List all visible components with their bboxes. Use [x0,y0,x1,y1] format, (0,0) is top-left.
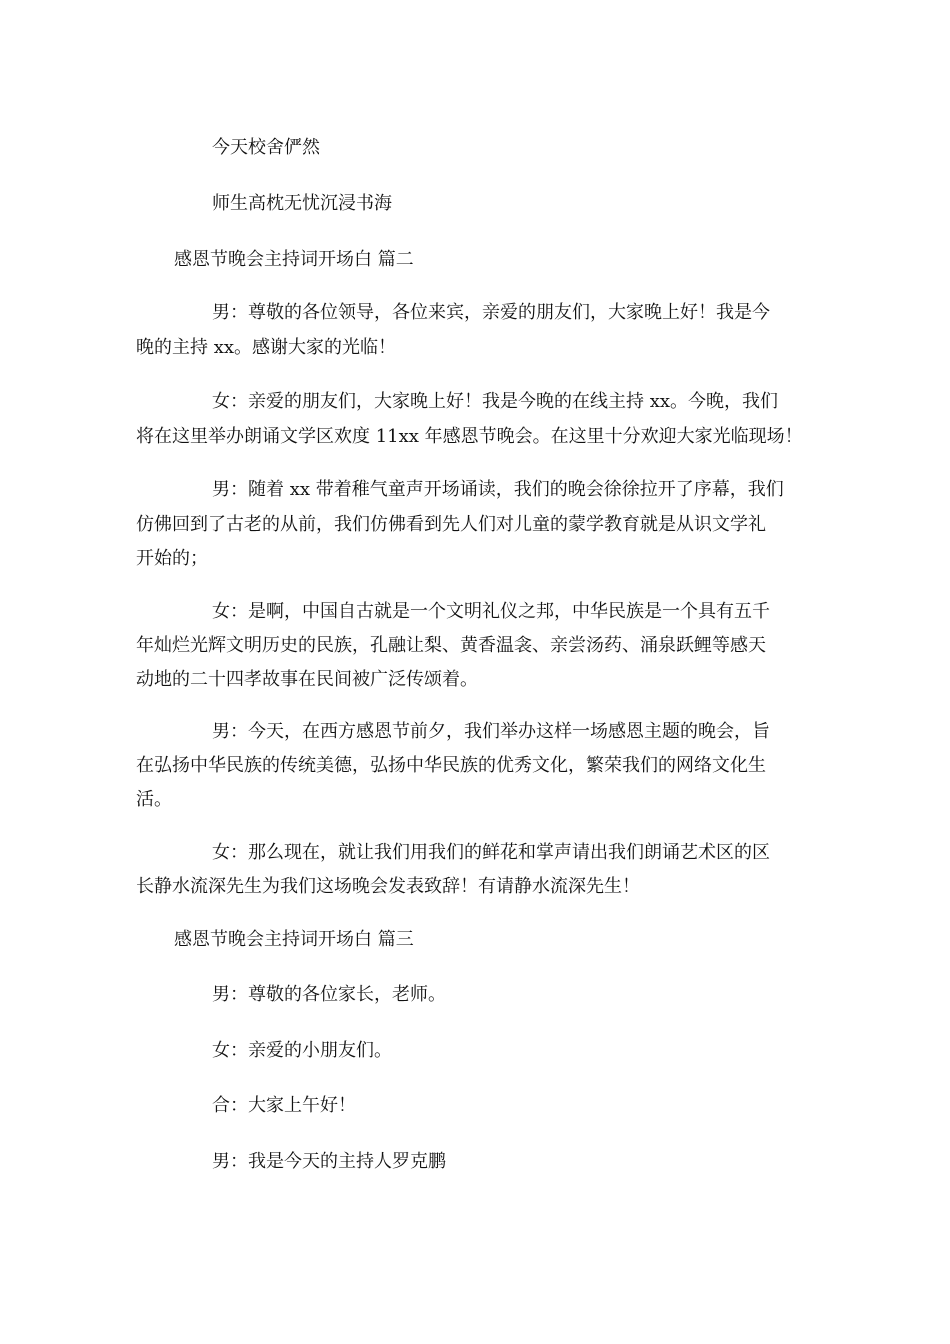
paragraph-line: 动地的二十四孝故事在民间被广泛传颂着。 [136,669,478,690]
poem-line: 师生高枕无忧沉浸书海 [212,193,392,214]
paragraph-line: 女：那么现在，就让我们用我们的鲜花和掌声请出我们朗诵艺术区的区 [212,842,770,863]
paragraph-line: 男：今天，在西方感恩节前夕，我们举办这样一场感恩主题的晚会，旨 [212,721,770,742]
paragraph-line: 女：是啊，中国自古就是一个文明礼仪之邦，中华民族是一个具有五千 [212,601,770,622]
paragraph-line: 年灿烂光辉文明历史的民族，孔融让梨、黄香温衾、亲尝汤药、涌泉跃鲤等感天 [136,635,766,656]
paragraph-line: 女：亲爱的小朋友们。 [212,1040,392,1061]
paragraph-line: 男：尊敬的各位领导，各位来宾，亲爱的朋友们，大家晚上好！我是今 [212,302,770,323]
paragraph-line: 长静水流深先生为我们这场晚会发表致辞！有请静水流深先生！ [136,876,640,897]
paragraph-line: 活。 [136,789,172,810]
paragraph-line: 开始的； [136,548,208,569]
section-heading: 感恩节晚会主持词开场白 篇二 [174,249,414,270]
paragraph-line: 女：亲爱的朋友们，大家晚上好！我是今晚的在线主持 xx。今晚，我们 [212,391,779,412]
section-heading: 感恩节晚会主持词开场白 篇三 [174,929,414,950]
paragraph-line: 在弘扬中华民族的传统美德，弘扬中华民族的优秀文化，繁荣我们的网络文化生 [136,755,766,776]
paragraph-line: 男：随着 xx 带着稚气童声开场诵读，我们的晚会徐徐拉开了序幕，我们 [212,479,784,500]
paragraph-line: 男：尊敬的各位家长，老师。 [212,984,446,1005]
paragraph-line: 将在这里举办朗诵文学区欢度 11xx 年感恩节晚会。在这里十分欢迎大家光临现场！ [136,426,803,447]
paragraph-line: 合：大家上午好！ [212,1095,356,1116]
paragraph-line: 仿佛回到了古老的从前，我们仿佛看到先人们对儿童的蒙学教育就是从识文学礼 [136,514,766,535]
paragraph-line: 男：我是今天的主持人罗克鹏 [212,1151,446,1172]
paragraph-line: 晚的主持 xx。感谢大家的光临！ [136,337,397,358]
poem-line: 今天校舍俨然 [212,137,320,158]
